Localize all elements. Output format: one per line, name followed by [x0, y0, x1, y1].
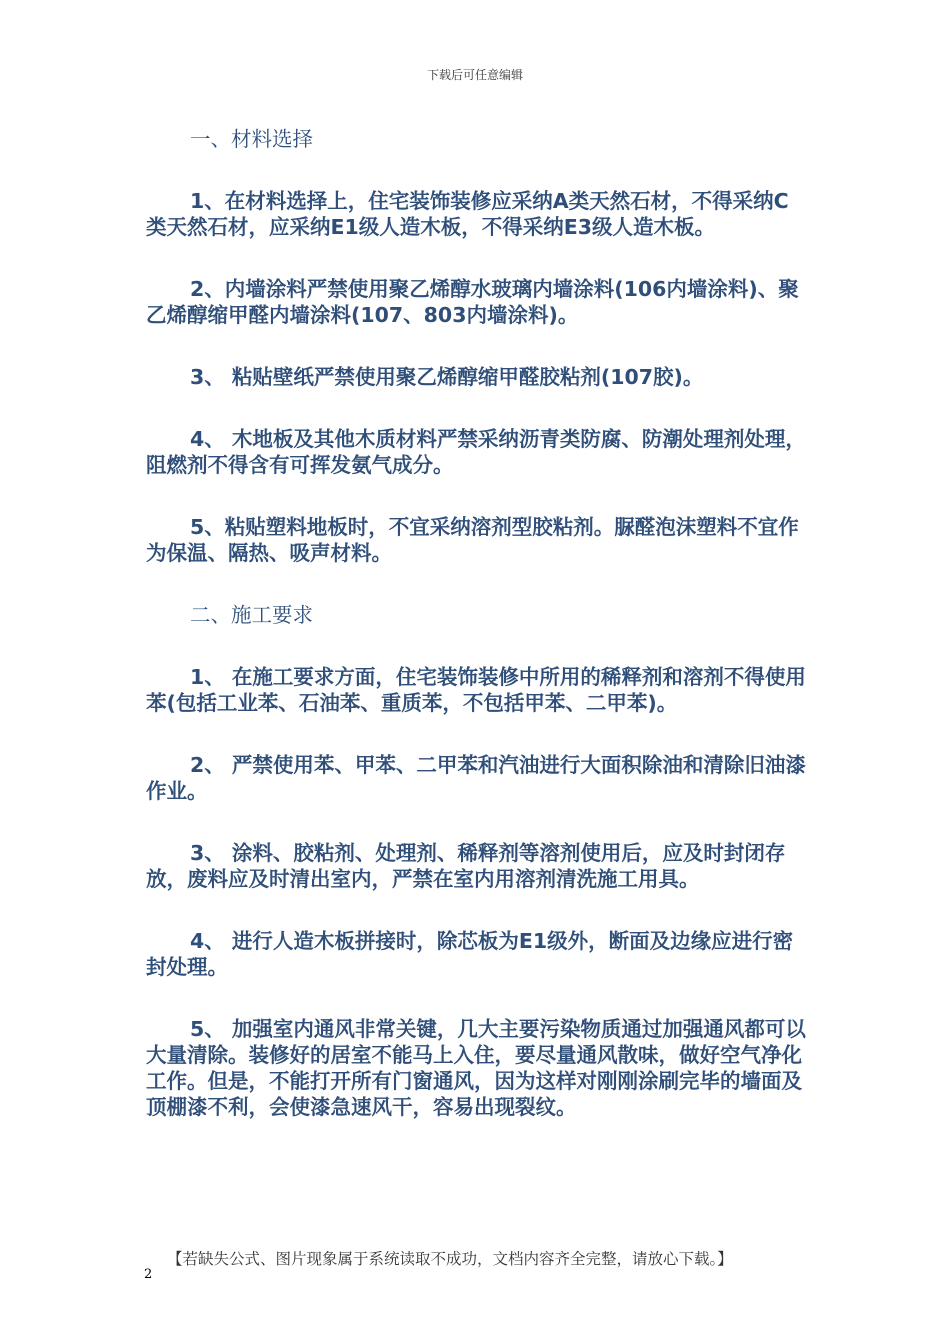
construction-item-2: 2、 严禁使用苯、甲苯、二甲苯和汽油进行大面积除油和清除旧油漆作业。 [146, 753, 806, 803]
page-footer-note: 【若缺失公式、图片现象属于系统读取不成功，文档内容齐全完整，请放心下载。】 [167, 1250, 733, 1268]
page-header-note: 下载后可任意编辑 [426, 68, 523, 82]
construction-item-3: 3、 涂料、胶粘剂、处理剂、稀释剂等溶剂使用后，应及时封闭存放，废料应及时清出室内，严禁在室内用溶剂清洗施工用具。 [146, 841, 786, 891]
section-heading-construction: 二、施工要求 [190, 603, 313, 627]
page-number: 2 [144, 1267, 153, 1282]
materials-item-5: 5、粘贴塑料地板时，不宜采纳溶剂型胶粘剂。脲醛泡沫塑料不宜作为保温、隔热、吸声材料。 [146, 515, 799, 565]
materials-item-4: 4、 木地板及其他木质材料严禁采纳沥青类防腐、防潮处理剂处理，阻燃剂不得含有可挥发氨气成分。 [146, 427, 806, 477]
materials-item-1: 1、在材料选择上，住宅装饰装修应采纳A类天然石材，不得采纳C类天然石材，应采纳E1级人造木板，不得采纳E3级人造木板。 [146, 189, 789, 239]
construction-item-5: 5、 加强室内通风非常关键，几大主要污染物质通过加强通风都可以大量清除。装修好的居室不能马上入住，要尽量通风散味，做好空气净化工作。但是，不能打开所有门窗通风，因为这样对刚刚涂刷完毕的墙面及顶棚漆不利，会使漆急速风干，容易出现裂纹。 [146, 1017, 806, 1119]
materials-item-3: 3、 粘贴壁纸严禁使用聚乙烯醇缩甲醛胶粘剂(107胶)。 [190, 365, 704, 389]
materials-item-2: 2、内墙涂料严禁使用聚乙烯醇水玻璃内墙涂料(106内墙涂料)、聚乙烯醇缩甲醛内墙涂料(107、803内墙涂料)。 [146, 277, 799, 327]
section-heading-materials: 一、材料选择 [190, 127, 313, 151]
construction-item-1: 1、 在施工要求方面，住宅装饰装修中所用的稀释剂和溶剂不得使用苯(包括工业苯、石油苯、重质苯，不包括甲苯、二甲苯)。 [146, 665, 806, 715]
document-body [146, 120, 808, 1120]
construction-item-4: 4、 进行人造木板拼接时，除芯板为E1级外，断面及边缘应进行密封处理。 [146, 929, 794, 979]
